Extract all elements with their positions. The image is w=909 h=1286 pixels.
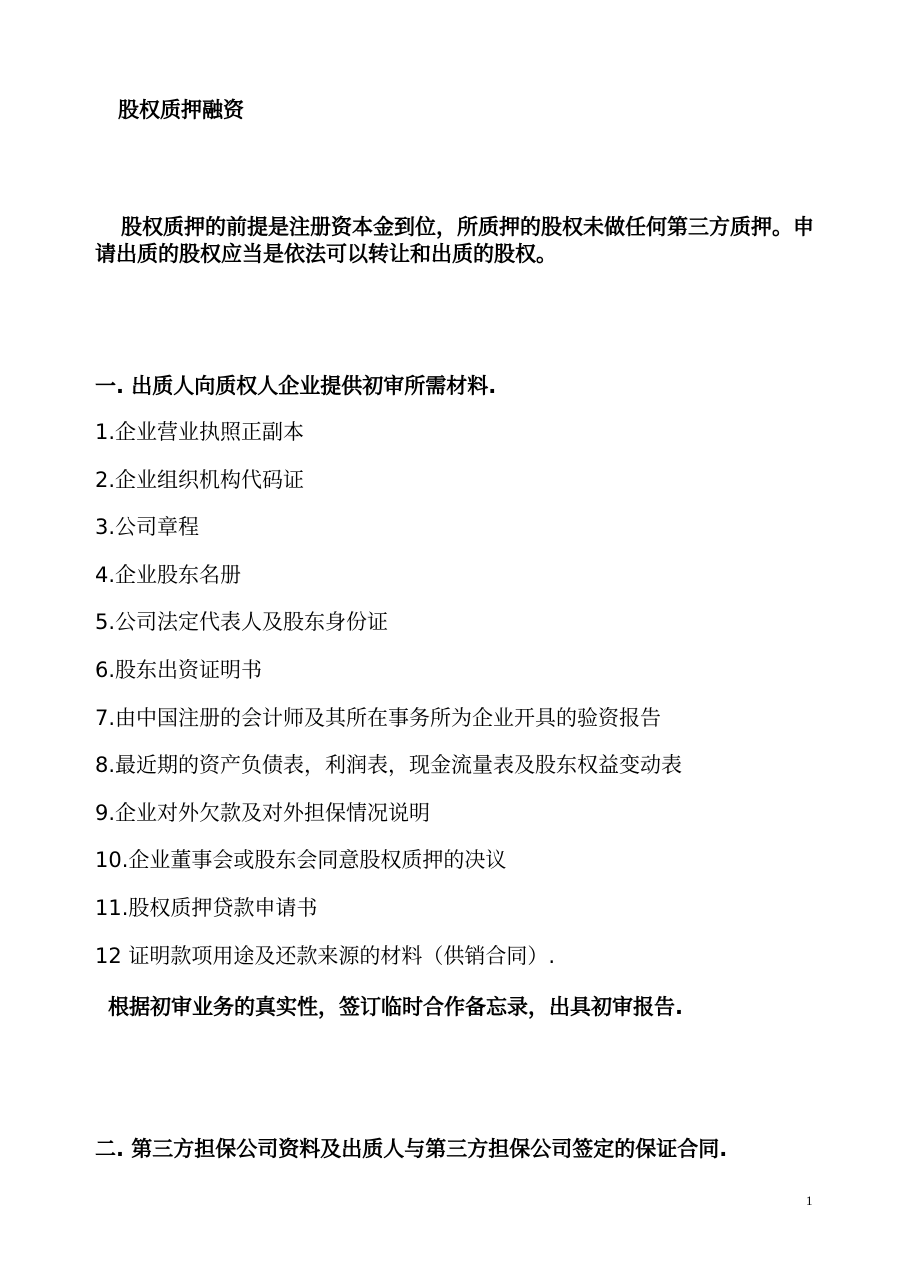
materials-list [95, 418, 682, 989]
list-item: 7.由中国注册的会计师及其所在事务所为企业开具的验资报告 [95, 705, 662, 730]
list-item: 1.企业营业执照正副本 [95, 420, 305, 444]
intro-text: 股权质押的前提是注册资本金到位，所质押的股权未做任何第三方质押。申请出质的股权应当是依法可以转让和出质的股权。 [95, 215, 814, 266]
intro-paragraph [95, 214, 820, 268]
section-heading-1: 一. 出质人向质权人企业提供初审所需材料. [95, 374, 497, 398]
list-item: 11.股权质押贷款申请书 [95, 895, 318, 920]
document-title: 股权质押融资 [118, 98, 244, 122]
list-item: 8.最近期的资产负债表，利润表，现金流量表及股东权益变动表 [95, 753, 683, 778]
list-item: 4.企业股东名册 [95, 562, 242, 587]
section-heading-2: 二. 第三方担保公司资料及出质人与第三方担保公司签定的保证合同. [95, 1137, 728, 1161]
list-item: 2.企业组织机构代码证 [95, 467, 305, 492]
page-number: 1 [806, 1193, 813, 1208]
list-item: 6.股东出资证明书 [95, 657, 263, 682]
list-item: 3.公司章程 [95, 515, 200, 540]
list-item: 12 证明款项用途及还款来源的材料（供销合同）. [95, 943, 556, 968]
list-item: 10.企业董事会或股东会同意股权质押的决议 [95, 848, 507, 873]
list-item: 9.企业对外欠款及对外担保情况说明 [95, 800, 431, 825]
summary-statement: 根据初审业务的真实性，签订临时合作备忘录，出具初审报告. [108, 995, 683, 1019]
list-item: 5.公司法定代表人及股东身份证 [95, 610, 389, 635]
